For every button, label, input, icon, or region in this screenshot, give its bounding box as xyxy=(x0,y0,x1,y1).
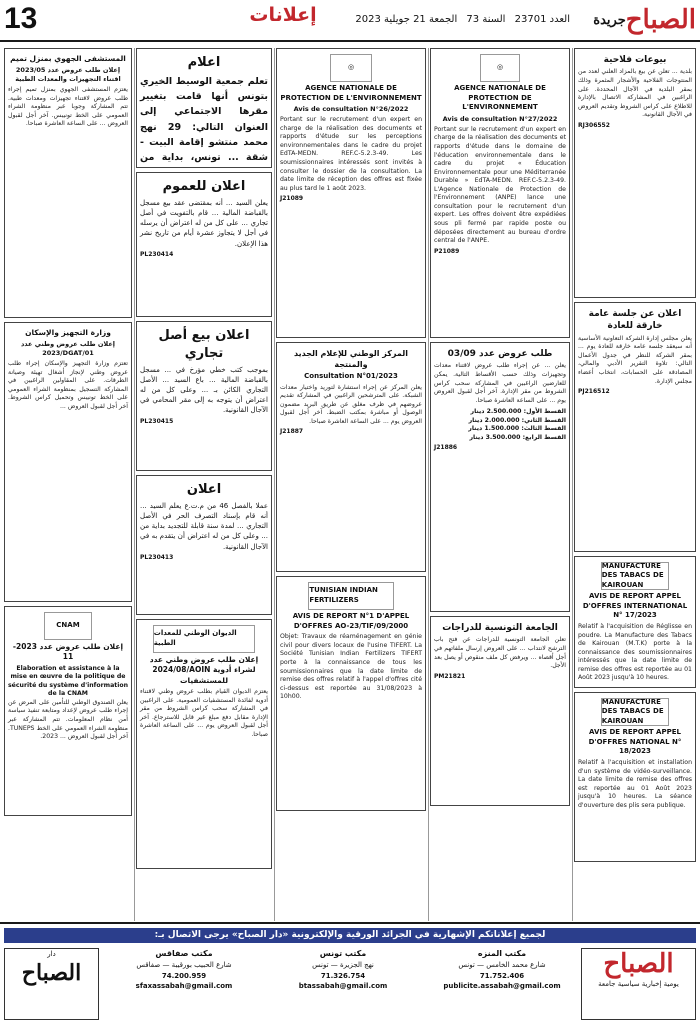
column-4 xyxy=(430,48,570,921)
office-phone: 74.200.959 xyxy=(161,971,207,980)
issue-date: الجمعة 21 جويلية 2023 xyxy=(355,14,458,25)
section-title: إعلانات xyxy=(249,4,317,26)
issue-info xyxy=(349,14,570,25)
page-number: 13 xyxy=(4,2,38,35)
ad-reference: J21886 xyxy=(434,444,458,452)
ad-body: يعلن المركز عن إجراء استشارة لتوريد واختيار معدات الشبكة. على المترشحين الراغبين في المشاركة تقديم عروضهم في ظرف مغلق عن طريق البريد مضمون الوصول أو مباشرة بمكتب الضبط. آخر أجل لقبول العروض يوم ... على الساعة العاشرة صباحا. xyxy=(280,383,422,425)
lot-item: القسط الثاني: 2.000.000 دينار xyxy=(468,416,566,424)
ad-subtitle: إعلان طلب عروض وطني عدد 2023/DGAT/01 xyxy=(20,340,116,358)
ad-ministry-tender xyxy=(4,322,132,602)
ad-body: بلدية ... تعلن عن بيع بالمزاد العلني لعدد من المنتوجات الفلاحية والأشجار المثمرة وذلك بمقر البلدية في الآجال المحددة. على الراغبين في المشاركة الاتصال بالإدارة للاطلاع على كراس الشروط وتقديم العروض في الآجال القانونية. xyxy=(578,68,692,119)
ad-management-notice xyxy=(136,475,272,615)
ad-subtitle: إعلان طلب عروض عدد 2023/05 اقتناء التجهيزات والمعدات الطبية xyxy=(15,66,121,84)
ad-title: وزارة التجهيز والإسكان xyxy=(25,328,111,337)
tifert-logo: TUNISIAN INDIAN FERTILIZERS xyxy=(308,582,393,610)
ad-title: اعلان عن جلسة عامة خارقة للعادة xyxy=(588,309,682,332)
ad-reference: PL230414 xyxy=(140,250,174,258)
column-2 xyxy=(136,48,272,921)
anpe-logo: ◎ xyxy=(330,54,373,82)
office-name: مكتب صفاقس xyxy=(155,949,213,958)
column-divider xyxy=(428,48,429,921)
office-address: نهج الجزيرة — تونس xyxy=(312,961,374,969)
ad-agricultural-sales xyxy=(574,48,696,298)
ad-body: تعلن الجامعة التونسية للدراجات عن فتح باب الترشح لانتداب ... على العروض إرسال ملفاتهم في أجل أقصاه ... ويرفض كل ملف منقوص أو يصل بعد الأجل. xyxy=(434,636,566,670)
ad-anpe-27 xyxy=(430,48,570,338)
ad-new-media-center xyxy=(276,342,426,572)
column-3 xyxy=(276,48,426,921)
ad-body: يعلن الصندوق الوطني للتأمين على المرض عن إجراء طلب عروض لإعداد ومتابعة تنفيذ سياسة أمن نظام المعلومات. تتم المشاركة عبر منظومة الشراء العمومي على الخط TUNEPS. آخر أجل لقبول العروض ... 2023. xyxy=(8,698,128,741)
ad-body: عملا بالفصل 46 من م.ت.ع يعلم السيد ... أنه قام بإسناد التصرف الحر في الأصل التجاري ... لمدة سنة قابلة للتجديد بداية من ... وعلى كل من له اعتراض أن يتقدم به في الآجال القانونية. xyxy=(140,501,268,551)
ad-title: الجامعة التونسية للدراجات xyxy=(442,623,558,633)
ad-anpe-26 xyxy=(276,48,426,338)
footer-banner: لجميع إعلاناتكم الإشهارية في الجرائد الورقية والإلكترونية «دار الصباح» يرجى الاتصال بـ: xyxy=(4,928,696,943)
office-phone: 71.752.406 xyxy=(479,971,525,980)
page-header xyxy=(0,0,700,42)
cnam-logo: CNAM xyxy=(44,612,92,640)
lot-item: القسط الرابع: 3.500.000 دينار xyxy=(469,433,566,441)
brand-name: الصباح xyxy=(21,959,82,986)
ad-public-notice xyxy=(136,172,272,317)
newspaper-logo xyxy=(574,2,696,38)
ad-reference: PL230413 xyxy=(140,553,174,561)
column-divider xyxy=(134,48,135,921)
ad-mtk-report-18 xyxy=(574,692,696,862)
ad-subtitle: Avis de consultation N°26/2022 xyxy=(293,105,409,114)
footer-logo-right xyxy=(581,948,696,1020)
ad-body: تعتزم وزارة التجهيز والإسكان إجراء طلب عروض وطني لإنجاز أشغال تهيئة وصيانة الطرقات. على المقاولين الراغبين في المشاركة التسجيل بمنظومة الشراء العمومي على الخط تونيبس وتحميل كراس الشروط. آخر أجل لقبول العروض ... xyxy=(8,360,128,411)
ad-cnam-tender xyxy=(4,606,132,816)
ad-reference: PJ216512 xyxy=(578,388,610,396)
ad-general-assembly xyxy=(574,302,696,552)
page-footer xyxy=(0,922,700,1027)
ad-tifert-report xyxy=(276,576,426,811)
lot-item: القسط الثالث: 1.500.000 دينار xyxy=(468,425,566,433)
ad-body: يعتزم المستشفى الجهوي بمنزل تميم إجراء طلب عروض لاقتناء تجهيزات ومعدات طبية. تتم المشاركة وجوبا عبر منظومة الشراء العمومي على الخط تونيبس. آخر أجل لقبول العروض ... على الساعة العاشرة صباحا. xyxy=(8,86,128,128)
brand-tagline: يومية إخبارية سياسية جامعة xyxy=(598,980,679,988)
ad-title: اعلام xyxy=(187,55,221,70)
mtk-logo: MANUFACTURE DES TABACS DE KAIROUAN xyxy=(601,698,669,726)
ad-reference: RJ306552 xyxy=(578,121,610,129)
ad-title: AVIS DE REPORT APPEL D'OFFRES INTERNATIONAL N° 17/2023 xyxy=(582,592,688,620)
mtk-logo: MANUFACTURE DES TABACS DE KAIROUAN xyxy=(601,562,669,590)
ad-title: AGENCE NATIONALE DE PROTECTION DE L'ENVIRONNEMENT xyxy=(280,84,422,102)
ad-reference: P21089 xyxy=(434,247,460,255)
ad-body: Relatif à l'acquisition et installation d'un système de vidéo-surveillance. La date limite de remise des offres est reportée au 01 Août 2023 jusqu'à 10 heures. La séance d'ouverture des plis sera publique. xyxy=(578,758,692,809)
ad-title: AVIS DE REPORT APPEL D'OFFRES NATIONAL N° 18/2023 xyxy=(588,728,682,756)
ad-title: طلب عروض عدد 03/09 xyxy=(447,349,553,359)
ad-title: اعلان xyxy=(186,482,222,497)
logo-text: الصباح xyxy=(625,5,696,35)
office-name: مكتب المنزه xyxy=(477,949,527,958)
ad-subtitle: Elaboration et assistance à la mise en œuvre de la politique de sécurité du système d'information de la CNAM xyxy=(8,664,128,698)
ad-title: إعلان طلب عروض وطني عدد 2024/08/AOIN لشراء أدوية للمستشفيات xyxy=(149,655,259,685)
ad-subtitle: Avis de consultation N°27/2022 xyxy=(442,114,558,123)
logo-small-text: جريدة xyxy=(593,12,626,28)
office-menzah xyxy=(432,948,572,1020)
ad-tender-03-09 xyxy=(430,342,570,612)
office-email[interactable]: publicite.assabah@gmail.com xyxy=(443,982,561,990)
office-tunis xyxy=(268,948,418,1020)
ad-mtk-report-17 xyxy=(574,556,696,688)
ad-title: AGENCE NATIONALE DE PROTECTION DE L'ENVIRONNEMENT xyxy=(454,84,546,112)
ad-body: يعلن السيد ... أنه بمقتضى عقد بيع مسجل بالقباضة المالية ... قام بالتفويت في أصل تجاري ... على كل من له اعتراض أن يرسله في أجل لا يتجاوز عشرة أيام من تاريخ نشر هذا الإعلان. xyxy=(140,198,268,248)
ad-medicine-tender xyxy=(136,619,272,869)
ad-body: Portant sur le recrutement d'un expert en charge de la réalisation des documents et rapports d'étude sur les perceptions environnementales dans le cadre du projet EdTA-MEDN. REF.C-5.2.3-49. Les soumissionnaires intéressés sont invités à consulter le dossier de la consultation. La date limite de réception des offres est fixée au plus tard le 1 août 2023. xyxy=(280,116,422,192)
column-divider xyxy=(274,48,275,921)
brand-prefix: دار xyxy=(47,950,56,958)
ad-reference: J21887 xyxy=(280,428,304,436)
office-email[interactable]: btassabah@gmail.com xyxy=(298,982,388,990)
office-address: شارع الحبيب بورقيبة — صفاقس xyxy=(136,961,232,969)
ad-subtitle: Consultation N°01/2023 xyxy=(304,372,398,381)
office-email[interactable]: sfaxassabah@gmail.com xyxy=(135,982,233,990)
ad-business-sale xyxy=(136,321,272,471)
ad-body: يعلن مجلس إدارة الشركة التعاونية الأساسية أنه سيعقد جلسة عامة خارقة للعادة يوم ... بمقر الشركة للنظر في جدول الأعمال التالي: تلاوة التقرير الأدبي والمالي، المصادقة على الحسابات، انتخاب أعضاء مجلس الإدارة. xyxy=(578,334,692,385)
ad-title: إعلان طلب عروض عدد 2023-11 xyxy=(12,642,124,662)
ad-cycling-federation xyxy=(430,616,570,806)
office-phone: 71.326.754 xyxy=(320,971,366,980)
ad-body: Objet: Travaux de réaménagement en génie civil pour divers locaux de l'usine TIFERT. La Société Tunisian Indian Fertilizers TIFERT porte à la connaissance de tous les soumissionnaires que la date limite de remise des offres relatif à l'appel d'offres cité ci-dessus est reportée au 31/08/2023 à 10h00. xyxy=(280,633,422,701)
office-logo: الديوان الوطني للمعدات الطبية xyxy=(153,625,255,653)
ad-body: يعلن ... عن إجراء طلب عروض لاقتناء معدات وتجهيزات وذلك حسب الأقساط التالية. يمكن للعارضين الراغبين في المشاركة سحب كراس الشروط من مقر الإدارة. آخر أجل لقبول العروض يوم ... على الساعة العاشرة صباحا. xyxy=(434,362,566,404)
ad-reference: PM21821 xyxy=(434,672,466,680)
column-1 xyxy=(4,48,132,921)
ad-hospital-tender xyxy=(4,48,132,318)
column-5 xyxy=(574,48,696,921)
ad-body: بموجب كتب خطي مؤرخ في ... مسجل بالقباضة المالية ... باع السيد ... الأصل التجاري الكائن بـ ... وعلى كل من له اعتراض أن يتوجه به إلى مقر المحامي في الآجال القانونية. xyxy=(140,365,268,415)
office-sfax xyxy=(114,948,254,1020)
column-divider xyxy=(572,48,573,921)
ad-reference: PL230415 xyxy=(140,417,174,425)
ad-reference: J21089 xyxy=(280,195,304,203)
lot-item: القسط الأول: 2.500.000 دينار xyxy=(470,408,566,416)
ad-title: المركز الوطني للإعلام الجديد والمنتجة xyxy=(294,349,408,370)
issue-number: العدد 23701 xyxy=(514,14,570,25)
brand-name: الصباح xyxy=(603,949,674,979)
footer-logo-left xyxy=(4,948,99,1020)
issue-year: السنة 73 xyxy=(466,14,506,25)
ad-title: بيوعات فلاحية xyxy=(603,55,667,65)
ad-association-notice xyxy=(136,48,272,168)
ad-body: يعتزم الديوان القيام بطلب عروض وطني لاقتناء أدوية لفائدة المستشفيات العمومية. على الراغبين في المشاركة سحب كراس الشروط من مقر الإدارة مقابل دفع مبلغ غير قابل للاسترجاع. آخر أجل لقبول العروض يوم ... على الساعة العاشرة صباحا. xyxy=(140,688,268,738)
ad-title: AVIS DE REPORT N°1 D'APPEL D'OFFRES AO-23/TIF/09/2000 xyxy=(292,612,410,630)
ad-body: Relatif à l'acquisition de Réglisse en poudre. La Manufacture des Tabacs de Kairouan (M.T.K) porte à la connaissance des soumissionnaires intéressés que la date limite de remise des offres est reportée au 01 Août 2023 jusqu'à 10 heures. xyxy=(578,622,692,682)
office-address: شارع محمد الخامس — تونس xyxy=(458,961,546,969)
lot-list xyxy=(434,408,566,442)
ad-title: المستشفى الجهوي بمنزل تميم xyxy=(10,54,126,63)
ad-body: تعلم جمعية الوسيط الخيري بتونس أنها قامت بتغيير مقرها الاجتماعي إلى العنوان التالي: 29 نهج محمد منتشو إقامة البيت - شقة ... تونس، بداية من xyxy=(140,75,269,163)
ad-body: Portant sur le recrutement d'un expert en charge de la réalisation des documents et rapports d'étude dans le domaine de l'éducation environnementale dans le cadre du projet « Éducation Environnementale pour une Méditerranée Durable » EdTA-MEDN. REF.C-5.2.3-49. L'Agence Nationale de Protection de l'Environnement (ANPE) lance une consultation pour le recrutement d'un expert. Les offres doivent être expédiées sous pli fermé par rapide poste ou déposées directement au bureau d'ordre central de l'ANPE. xyxy=(434,125,566,245)
anpe-logo: ◎ xyxy=(480,54,520,82)
ad-title: اعلان للعموم xyxy=(162,179,246,194)
ad-title: اعلان بيع أصل تجاري xyxy=(158,328,250,361)
office-name: مكتب تونس xyxy=(319,949,367,958)
